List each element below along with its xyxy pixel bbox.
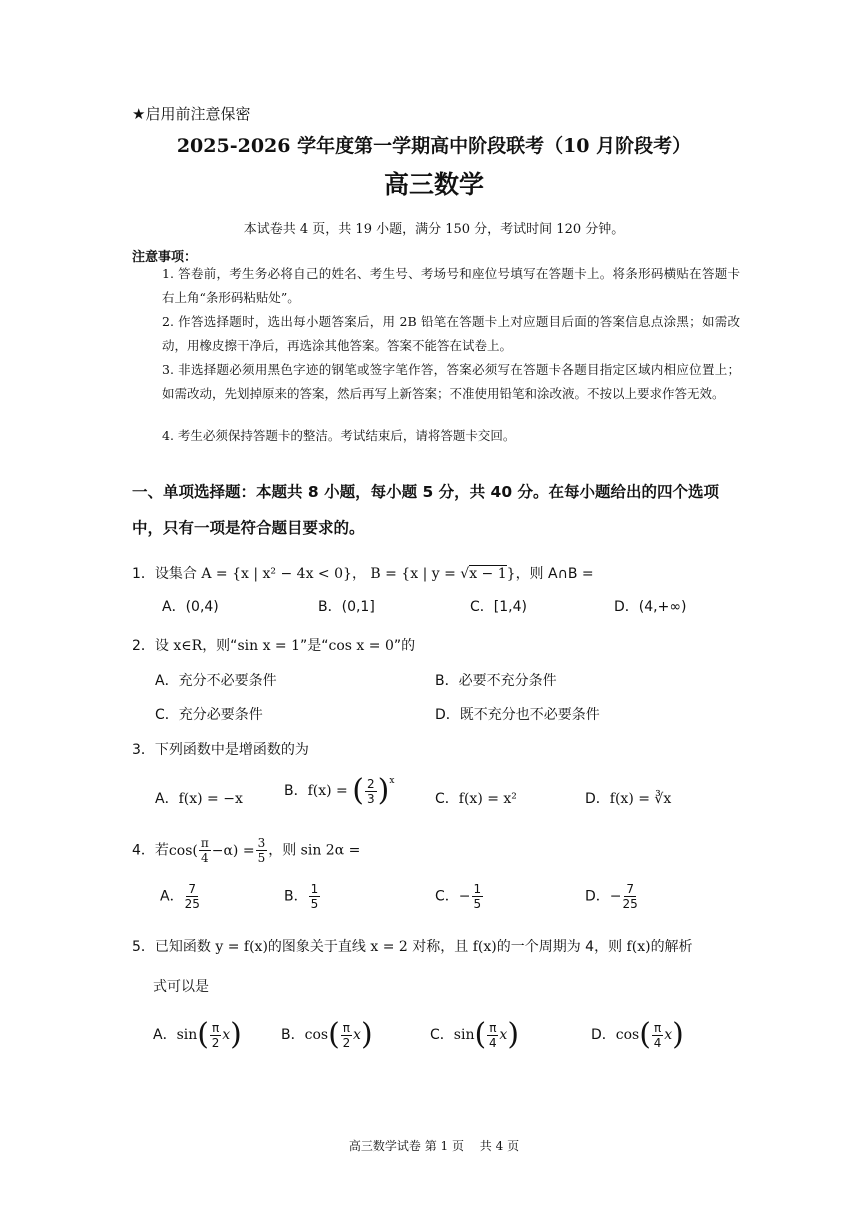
q4-option-a: A． $\frac{7}{25}$ bbox=[160, 882, 200, 911]
question-number: 4． bbox=[132, 842, 155, 859]
question-4 bbox=[132, 836, 360, 865]
q5-option-c: C．sin( $\frac{\pi}{4}$ x) bbox=[430, 1017, 520, 1052]
q2-option-b: B．必要不充分条件 bbox=[435, 673, 557, 689]
math-expression: cos x = 0 bbox=[328, 638, 394, 654]
math-expression: x = 2 bbox=[370, 939, 408, 955]
q5-option-b: B．cos( $\frac{\pi}{2}$ x) bbox=[281, 1017, 373, 1052]
question-text: 设集合 bbox=[154, 566, 197, 582]
math-expression: sin x = 1 bbox=[237, 638, 301, 654]
math-expression: y = f(x) bbox=[215, 939, 268, 955]
exam-subject: 高三数学 bbox=[383, 170, 484, 199]
question-text: 的一个周期为 4，则 bbox=[496, 939, 627, 955]
math-expression: cos( $\frac{\pi}{4}$ −α) = $\frac{3}{5}$ bbox=[168, 836, 266, 865]
note-item-2: 2. 作答选择题时，选出每小题答案后，用 2B 铅笔在答题卡上对应题目后面的答案信息点涂黑；如需改动，用橡皮擦干净后，再选涂其他答案。答案不能答在试卷上。 bbox=[162, 314, 740, 353]
set-b-expression: B = {x | y = √x − 1} bbox=[370, 566, 516, 582]
question-text: ，则 sin 2α = bbox=[268, 842, 361, 859]
q4-option-d: D．− $\frac{7}{25}$ bbox=[585, 882, 638, 911]
exam-title: 2025-2026 学年度第一学期高中阶段联考（10 月阶段考） bbox=[176, 135, 692, 157]
question-text: 已知函数 bbox=[154, 939, 216, 955]
question-text: 的解析 bbox=[650, 939, 693, 955]
q1-option-b: B．(0,1] bbox=[318, 599, 375, 615]
set-a-expression: A = {x | x² − 4x < 0} bbox=[201, 566, 352, 582]
section-heading: 一、单项选择题：本题共 8 小题，每小题 5 分，共 40 分。在每小题给出的四个选项中，只有一项是符合题目要求的。 bbox=[132, 483, 720, 537]
question-text: 的图象关于直线 bbox=[267, 939, 371, 955]
math-expression: f(x) bbox=[472, 939, 497, 955]
q2-option-c: C．充分必要条件 bbox=[155, 707, 263, 723]
q1-option-c: C．[1,4) bbox=[470, 599, 527, 615]
q3-option-c: C．f(x) = x² bbox=[435, 791, 517, 807]
question-2 bbox=[132, 635, 415, 655]
notes-heading: 注意事项： bbox=[132, 250, 198, 265]
question-3 bbox=[132, 739, 309, 759]
question-text: ，则 A∩B = bbox=[515, 566, 594, 582]
question-5-continued: 式可以是 bbox=[153, 979, 209, 995]
question-text: ”的 bbox=[393, 638, 416, 654]
question-text: 对称，且 bbox=[407, 939, 473, 955]
math-expression: x∈R bbox=[173, 638, 203, 654]
question-text: ”是“ bbox=[300, 638, 329, 654]
q1-option-a: A．(0,4) bbox=[162, 599, 219, 615]
q1-option-d: D．(4,+∞) bbox=[614, 599, 687, 615]
q4-option-b: B． $\frac{1}{5}$ bbox=[284, 882, 319, 911]
question-text: 下列函数中是增函数的为 bbox=[154, 742, 309, 758]
confidential-label: ★启用前注意保密 bbox=[132, 105, 251, 123]
q5-option-d: D．cos( $\frac{\pi}{4}$ x) bbox=[591, 1017, 684, 1052]
question-5 bbox=[132, 936, 693, 956]
q2-option-a: A．充分不必要条件 bbox=[155, 673, 277, 689]
note-item-1: 1. 答卷前，考生务必将自己的姓名、考生号、考场号和座位号填写在答题卡上。将条形码横贴在答题卡右上角“条形码粘贴处”。 bbox=[162, 266, 740, 305]
question-number: 1． bbox=[132, 566, 155, 582]
question-number: 2． bbox=[132, 638, 155, 654]
question-text: ， bbox=[351, 566, 366, 582]
question-text: ，则“ bbox=[202, 638, 238, 654]
page-footer: 高三数学试卷 第 1 页 共 4 页 bbox=[348, 1139, 520, 1153]
q3-option-b: B．f(x) = ( $\frac{2}{3}$ )$^x$ bbox=[284, 773, 395, 808]
question-text: 若 bbox=[154, 842, 169, 859]
q2-option-d: D．既不充分也不必要条件 bbox=[435, 707, 600, 723]
q3-option-a: A．f(x) = −x bbox=[155, 791, 243, 807]
exam-summary: 本试卷共 4 页，共 19 小题，满分 150 分，考试时间 120 分钟。 bbox=[243, 222, 625, 237]
q4-option-c: C．− $\frac{1}{5}$ bbox=[435, 882, 482, 911]
question-1 bbox=[132, 563, 594, 583]
note-item-3: 3. 非选择题必须用黑色字迹的钢笔或签字笔作答，答案必须写在答题卡各题目指定区域内相应位置上；如需改动，先划掉原来的答案，然后再写上新答案；不准使用铅笔和涂改液。不按以上要求作答无效。 bbox=[162, 362, 740, 401]
question-number: 5． bbox=[132, 939, 155, 955]
question-number: 3． bbox=[132, 742, 155, 758]
question-text: 设 bbox=[154, 638, 174, 654]
math-expression: f(x) bbox=[626, 939, 651, 955]
q5-option-a: A．sin( $\frac{\pi}{2}$ x) bbox=[153, 1017, 242, 1052]
q3-option-d: D．f(x) = ∛x bbox=[585, 791, 672, 807]
note-item-4: 4. 考生必须保持答题卡的整洁。考试结束后，请将答题卡交回。 bbox=[162, 428, 516, 443]
